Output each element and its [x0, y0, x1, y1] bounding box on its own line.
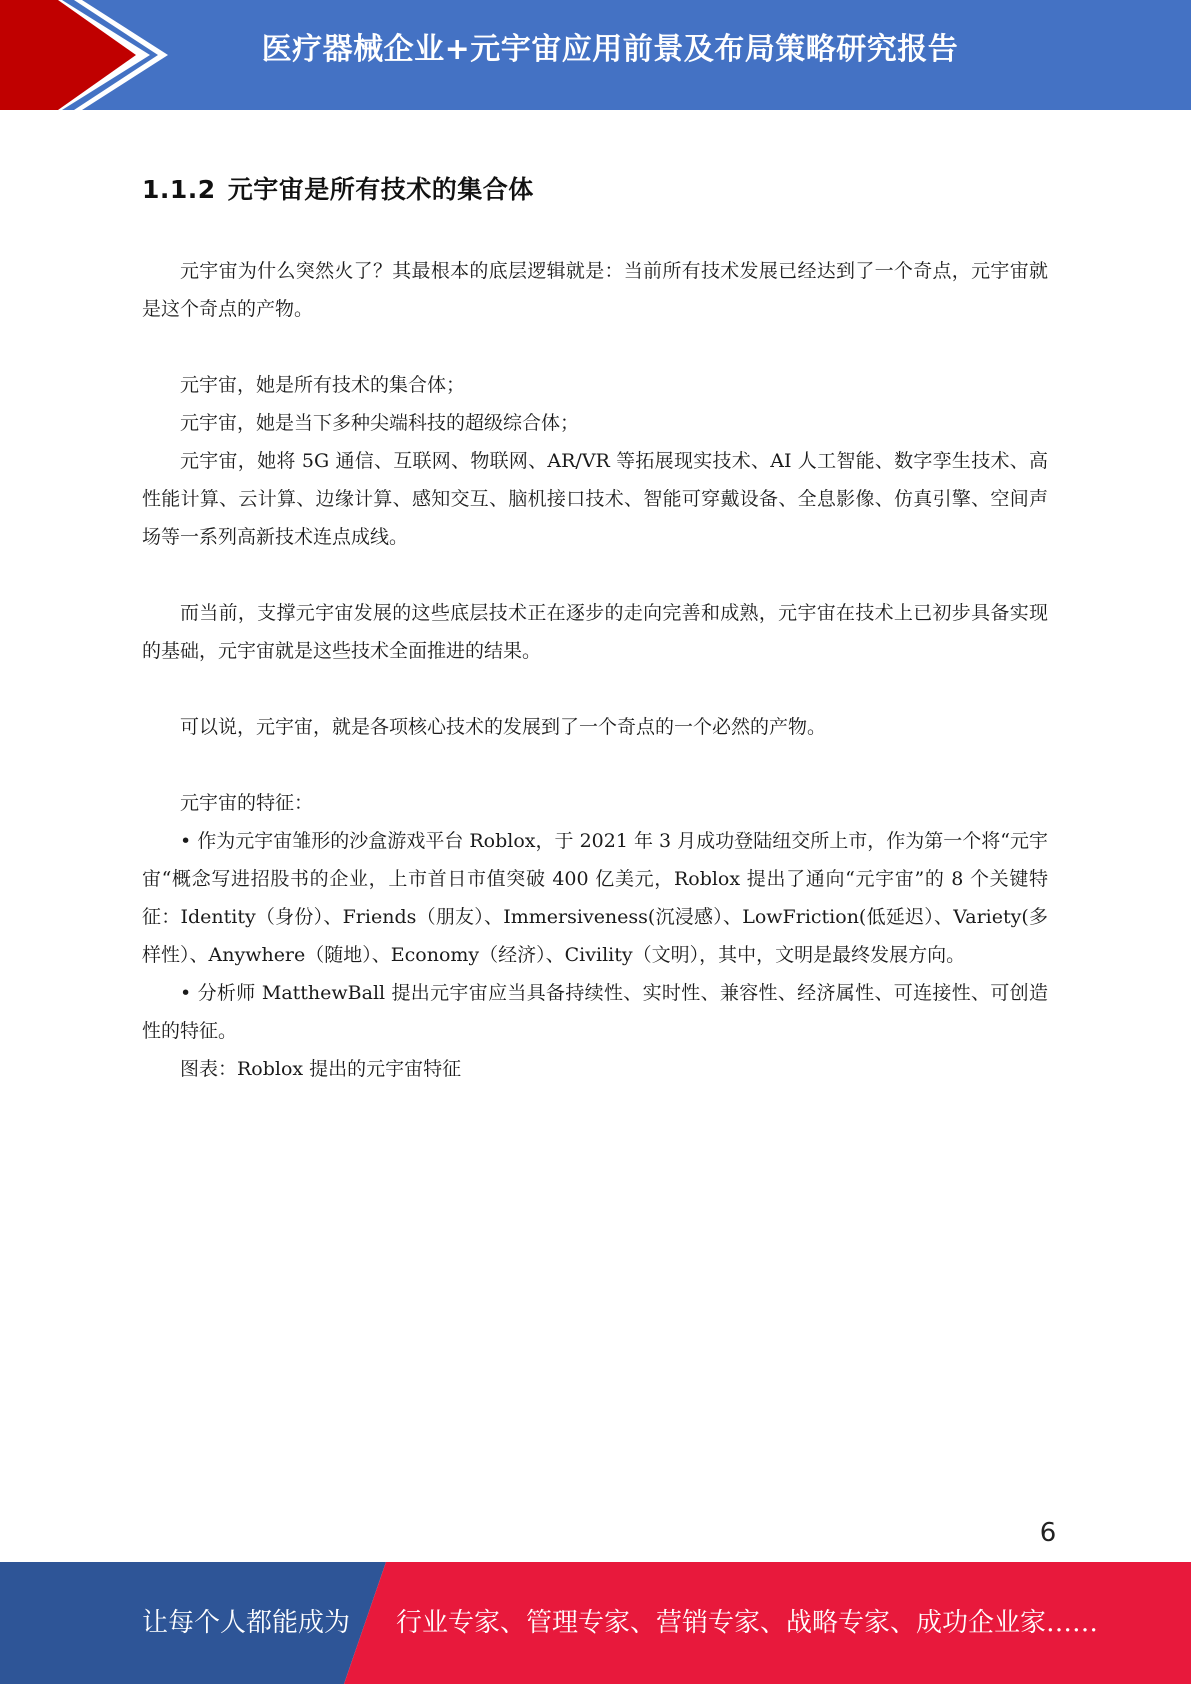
paragraph-intro: 元宇宙为什么突然火了？其最根本的底层逻辑就是：当前所有技术发展已经达到了一个奇点，元宇宙就是这个奇点的产物。 [142, 260, 1048, 320]
report-header [0, 0, 1191, 110]
figure-caption: 图表：Roblox 提出的元宇宙特征 [180, 1058, 462, 1080]
header-chevron-decoration [0, 0, 180, 110]
footer-slogan-left: 让每个人都能成为 [142, 1608, 351, 1638]
paragraph-complex: 元宇宙，她是当下多种尖端科技的超级综合体； [180, 412, 580, 434]
paragraph-maturity: 而当前，支撑元宇宙发展的这些底层技术正在逐步的走向完善和成熟，元宇宙在技术上已初步具备实现的基础，元宇宙就是这些技术全面推进的结果。 [142, 602, 1048, 662]
page-content [142, 160, 1048, 1088]
page-number: 6 [1039, 1518, 1057, 1548]
section-number: 1.1.2 [142, 175, 216, 204]
section-heading [142, 170, 1048, 210]
paragraph-technologies: 元宇宙，她将 5G 通信、互联网、物联网、AR/VR 等拓展现实技术、AI 人工智能、数字孪生技术、高性能计算、云计算、边缘计算、感知交互、脑机接口技术、智能可穿戴设备、全息影像、仿真引擎、空间声场等一系列高新技术连点成线。 [142, 450, 1048, 548]
paragraph-singularity: 可以说，元宇宙，就是各项核心技术的发展到了一个奇点的一个必然的产物。 [180, 716, 827, 738]
footer-slogan-right: 行业专家、管理专家、营销专家、战略专家、成功企业家…… [396, 1608, 1099, 1638]
paragraph-features-heading: 元宇宙的特征： [180, 792, 314, 814]
paragraph-collection: 元宇宙，她是所有技术的集合体； [180, 374, 466, 396]
section-title: 元宇宙是所有技术的集合体 [227, 175, 534, 204]
report-title: 医疗器械企业+元宇宙应用前景及布局策略研究报告 [261, 32, 959, 67]
report-footer [0, 1562, 1191, 1684]
paragraph-matthewball: • 分析师 MatthewBall 提出元宇宙应当具备持续性、实时性、兼容性、经济属性、可连接性、可创造性的特征。 [142, 982, 1048, 1042]
paragraph-roblox-features: • 作为元宇宙雏形的沙盒游戏平台 Roblox，于 2021 年 3 月成功登陆纽交所上市，作为第一个将“元宇宙“概念写进招股书的企业，上市首日市值突破 400 亿美元，Roblox 提出了通向“元宇宙”的 8 个关键特征：Identity（身份）、Friends（朋友）、Immersiveness(沉浸感）、LowFriction(低延迟）、Variety(多样性）、Anywhere（随地）、Economy（经济）、Civility（文明），其中，文明是最终发展方向。 [142, 830, 1048, 966]
